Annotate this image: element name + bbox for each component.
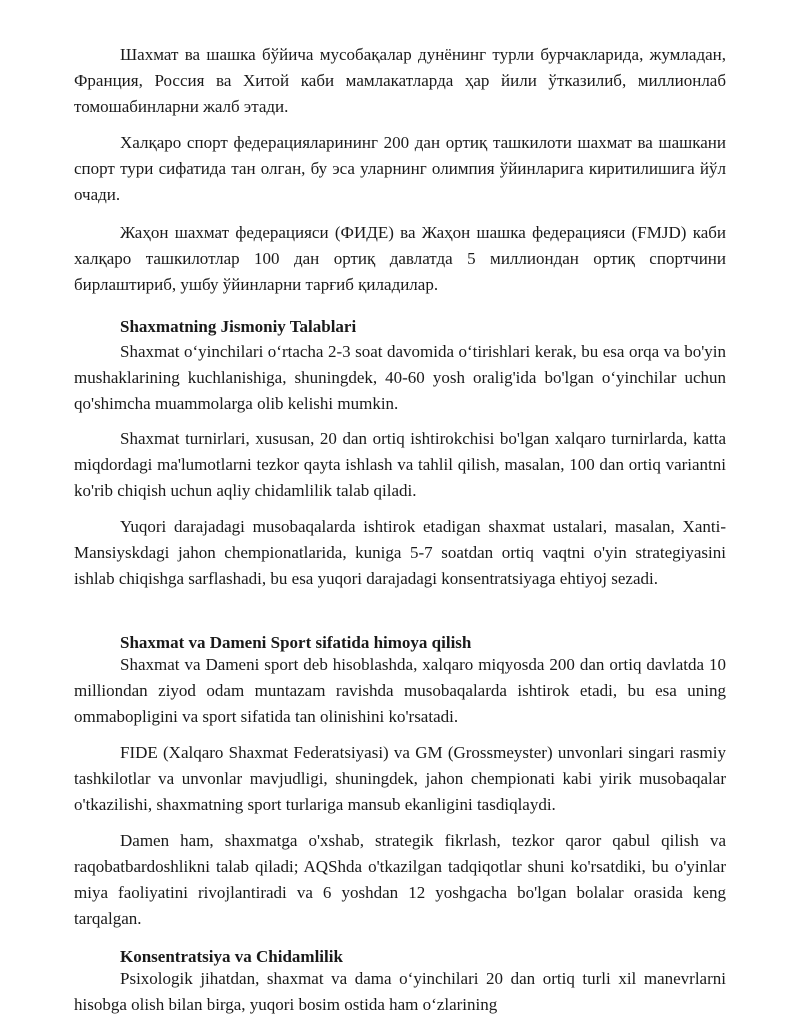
paragraph-8: FIDE (Xalqaro Shaxmat Federatsiyasi) va GM (Grossmeyster) unvonlari singari rasmiy tashkilotlar va unvonlar mavjudligi, shuningdek, jahon chempionati kabi yirik musobaqalar o'tkazilishi, shaxmatning sport turlariga mansub ekanligini tasdiqlaydi. [74, 743, 726, 814]
paragraph-4: Shaxmat oʻyinchilari oʻrtacha 2-3 soat davomida oʻtirishlari kerak, bu esa orqa va bo'yin mushaklarining kuchlanishiga, shuningdek, 40-60 yosh oralig'ida bo'lgan oʻyinchilar uchun qo'shimcha muammolarga olib kelishi mumkin. [74, 342, 726, 413]
section-heading-2: Shaxmat va Dameni Sport sifatida himoya qilish [120, 633, 472, 652]
paragraph-2: Халқаро спорт федерацияларининг 200 дан ортиқ ташкилоти шахмат ва шашкани спорт тури сифатида тан олган, бу эса уларнинг олимпия ўйинларига киритилишига йўл очади. [74, 133, 726, 204]
paragraph-9: Damen ham, shaxmatga o'xshab, strategik fikrlash, tezkor qaror qabul qilish va raqobatbardoshlikni talab qiladi; AQShda o'tkazilgan tadqiqotlar shuni ko'rsatdiki, bu o'yinlar miya faoliyatini rivojlantiradi va 6 yoshdan 12 yoshgacha bo'lgan bolalar orasida keng tarqalgan. [74, 831, 726, 928]
paragraph-3: Жаҳон шахмат федерацияси (ФИДЕ) ва Жаҳон шашка федерацияси (FMJD) каби халқаро ташкилотлар 100 дан ортиқ давлатда 5 миллиондан ортиқ спортчини бирлаштириб, ушбу ўйинларни тарғиб қиладилар. [74, 223, 726, 294]
section-heading-1: Shaxmatning Jismoniy Talablari [120, 317, 357, 336]
section-heading-3: Konsentratsiya va Chidamlilik [120, 947, 343, 966]
paragraph-6: Yuqori darajadagi musobaqalarda ishtirok etadigan shaxmat ustalari, masalan, Xanti-Mansiyskdagi jahon chempionatlarida, kuniga 5-7 soatdan ortiq vaqtni o'yin strategiyasini ishlab chiqishga sarflashadi, bu esa yuqori darajadagi konsentratsiyaga ehtiyoj sezadi. [74, 517, 726, 588]
paragraph-1: Шахмат ва шашка бўйича мусобақалар дунёнинг турли бурчакларида, жумладан, Франция, Россия ва Хитой каби мамлакатларда ҳар йили ўтказилиб, миллионлаб томошабинларни жалб этади. [74, 45, 726, 116]
paragraph-7: Shaxmat va Dameni sport deb hisoblashda, xalqaro miqyosda 200 dan ortiq davlatda 10 milliondan ziyod odam muntazam ravishda musobaqalarda ishtirok etadi, bu esa uning ommabopligini va sport sifatida tan olinishini ko'rsatadi. [74, 655, 726, 726]
paragraph-10: Psixologik jihatdan, shaxmat va dama oʻyinchilari 20 dan ortiq turli xil manevrlarni hisobga olish bilan birga, yuqori bosim ostida ham oʻzlarining [74, 969, 726, 1014]
paragraph-5: Shaxmat turnirlari, xususan, 20 dan ortiq ishtirokchisi bo'lgan xalqaro turnirlarda, katta miqdordagi ma'lumotlarni tezkor qayta ishlash va tahlil qilish, masalan, 100 dan ortiq variantni ko'rib chiqish uchun aqliy chidamlilik talab qiladi. [74, 429, 726, 500]
